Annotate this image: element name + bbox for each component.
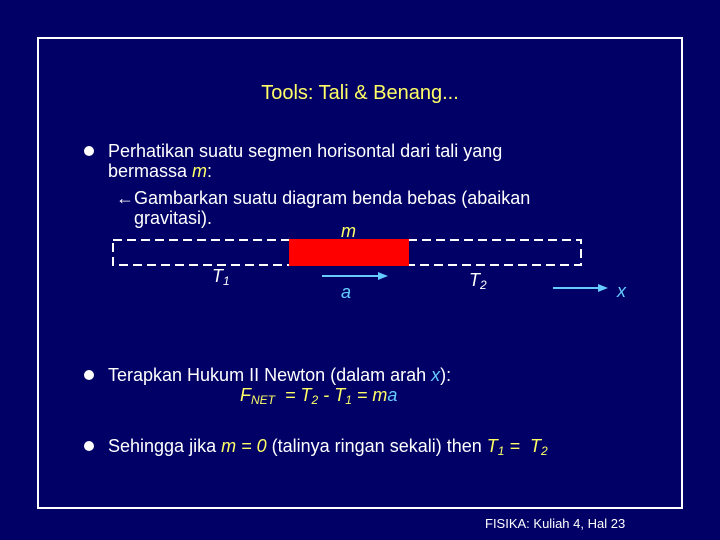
bullet-3-line-1: Sehingga jika m = 0 (talinya ringan sekali) then $T_1 = T_2$ — [108, 436, 548, 458]
left-arrow-icon: ← — [116, 188, 134, 208]
bullet-dot — [84, 441, 94, 451]
acceleration-label: a — [341, 282, 352, 302]
newton-equation: $F_{NET} = T_2 - T_1$ = ma — [240, 385, 398, 407]
slide-footer: FISIKA: Kuliah 4, Hal 23 — [485, 516, 626, 531]
right-rope-segment — [408, 240, 581, 265]
acceleration-arrowhead — [378, 272, 388, 280]
result-equation: $T_1 = T_2$ — [486, 436, 548, 458]
sub-bullet-line-1: ←Gambarkan suatu diagram benda bebas (abaikan — [116, 188, 531, 208]
bullet-dot — [84, 370, 94, 380]
x-axis-label: x — [617, 281, 626, 301]
bullet-1-line-1: Perhatikan suatu segmen horisontal dari tali yang — [108, 141, 503, 161]
bullet-2-line-1: Terapkan Hukum II Newton (dalam arah x): — [108, 365, 452, 385]
slide-title: Tools: Tali & Benang... — [261, 82, 459, 104]
x-axis-arrowhead — [598, 284, 608, 292]
mass-block — [289, 239, 409, 266]
tension-1-label: $T_1$ — [212, 266, 230, 288]
left-rope-segment — [113, 240, 290, 265]
tension-2-label: $T_2$ — [469, 270, 487, 292]
mass-label: m — [341, 221, 356, 241]
sub-bullet-line-2: gravitasi). — [134, 208, 213, 228]
bullet-1-line-2: bermassa m: — [108, 161, 213, 181]
